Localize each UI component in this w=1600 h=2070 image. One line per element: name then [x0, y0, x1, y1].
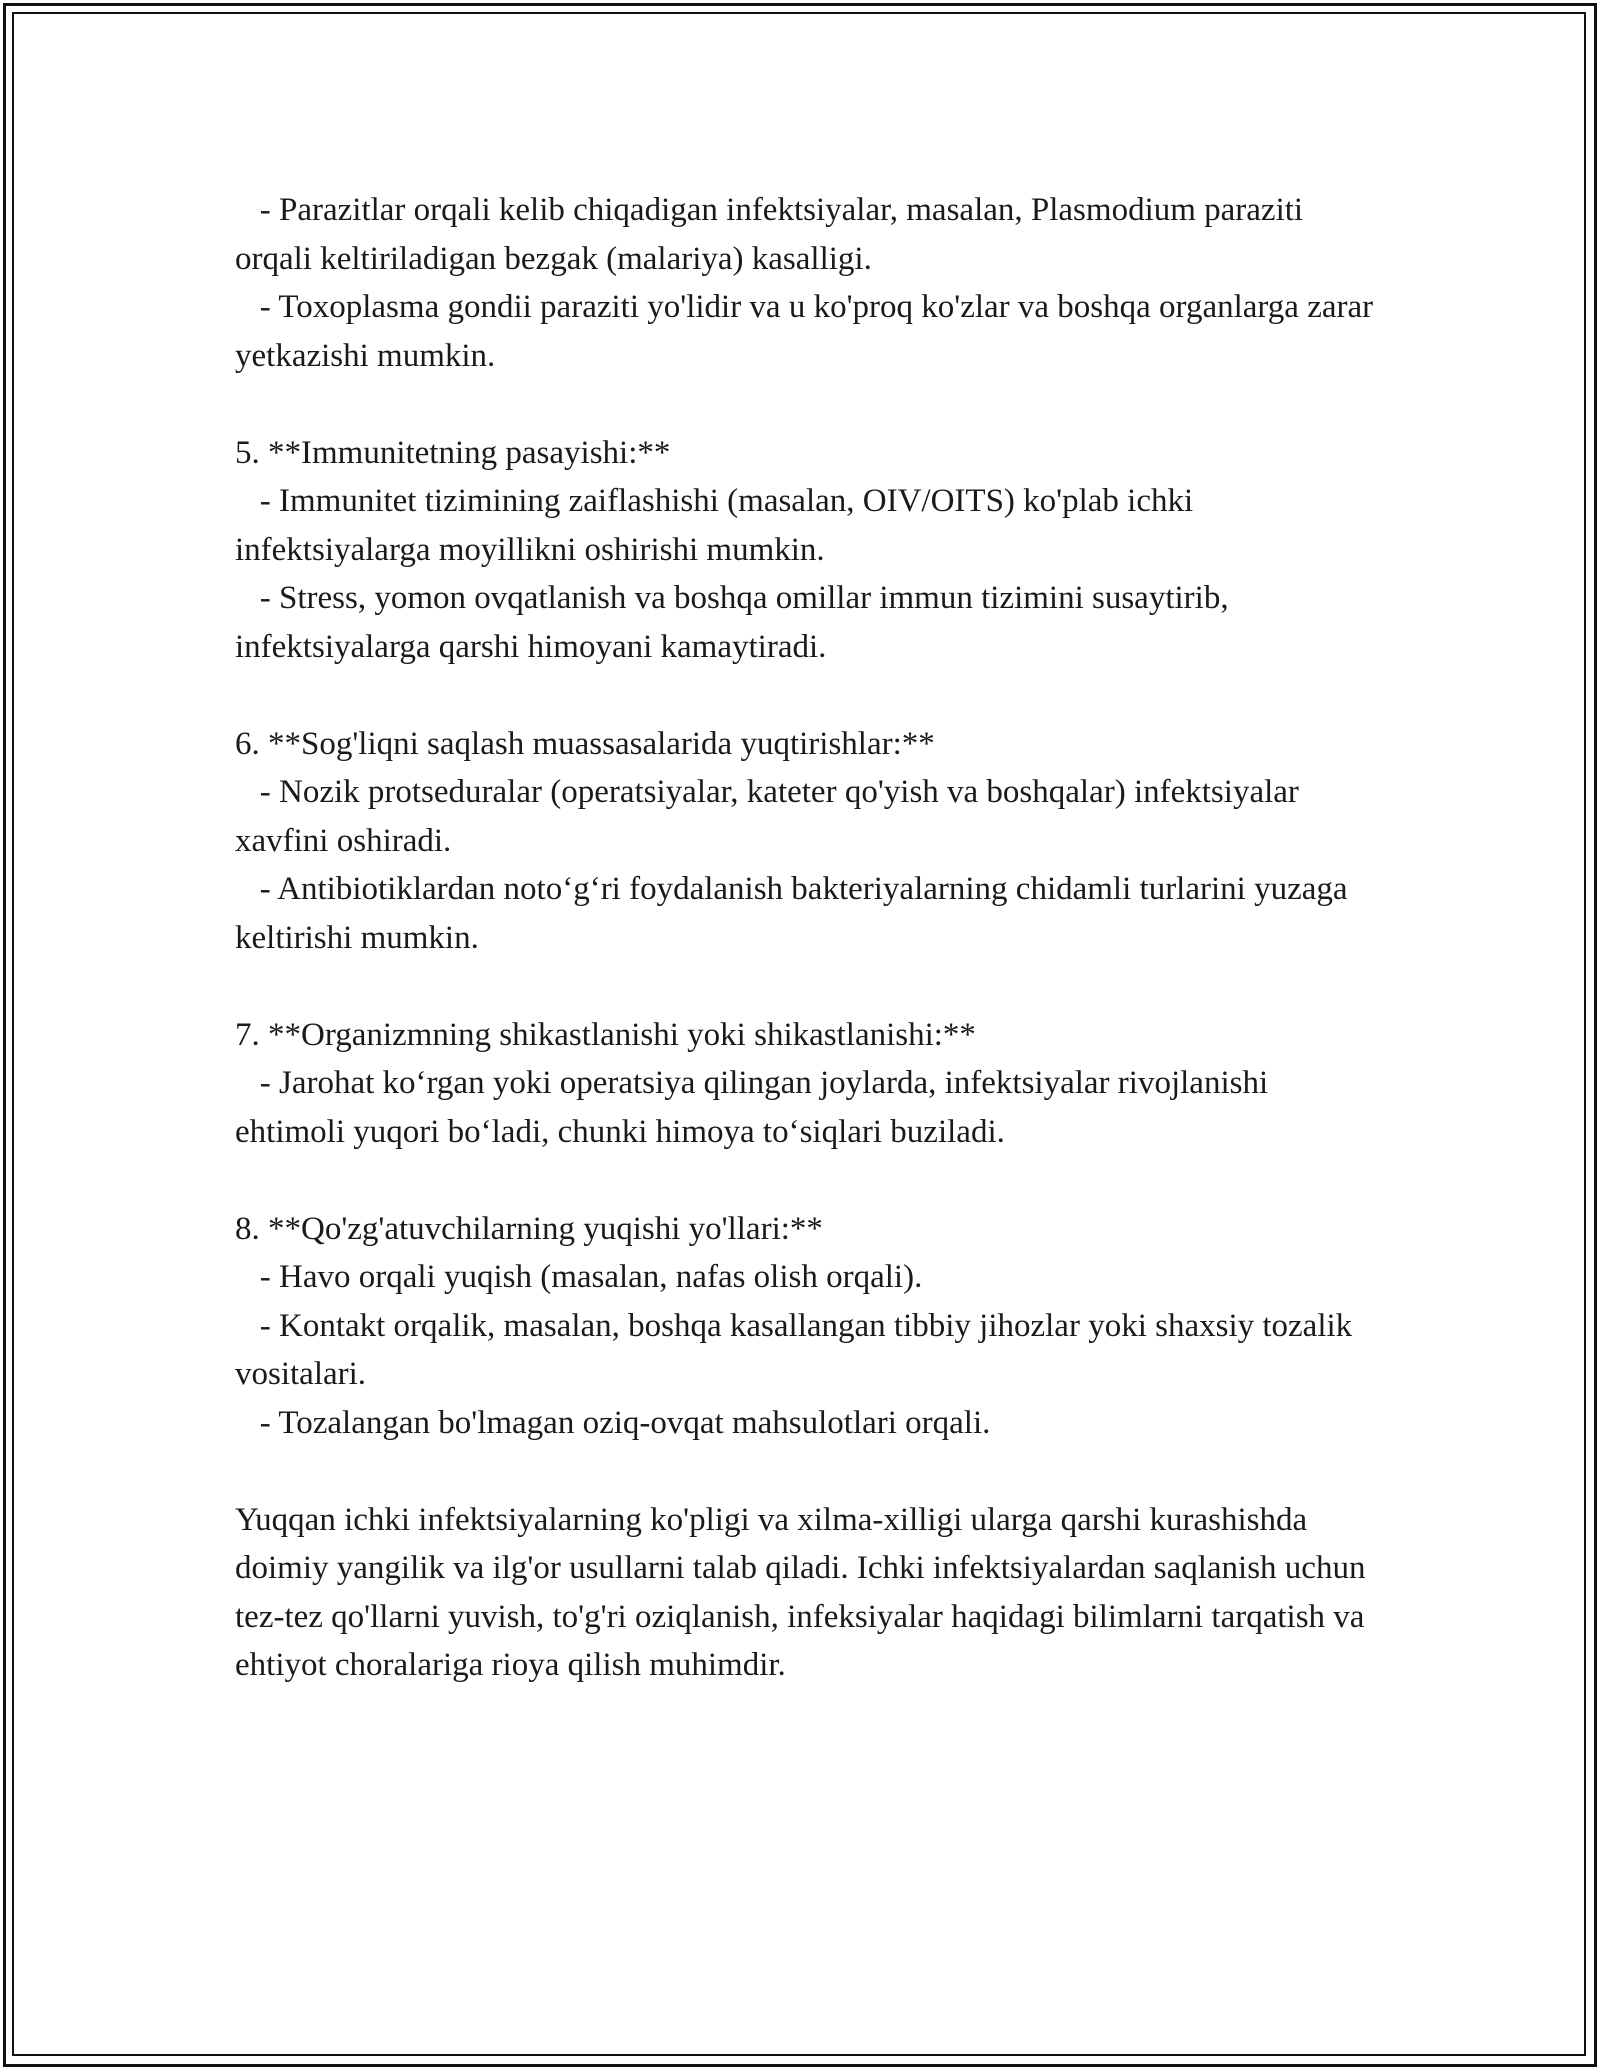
section-8	[235, 1205, 1385, 1448]
spacer	[235, 380, 1385, 429]
list-item: - Immunitet tizimining zaiflashishi (masalan, OIV/OITS) ko'plab ichki infektsiyalarga moyillikni oshirishi mumkin.	[235, 483, 1202, 568]
list-item: - Havo orqali yuqish (masalan, nafas olish orqali).	[235, 1259, 923, 1295]
section-heading: 7. **Organizmning shikastlanishi yoki shikastlanishi:**	[235, 1016, 976, 1053]
list-item: - Antibiotiklardan noto‘g‘ri foydalanish bakteriyalarning chidamli turlarini yuzaga keltirishi mumkin.	[235, 871, 1356, 956]
section-5	[235, 429, 1385, 672]
section-heading: 8. **Qo'zg'atuvchilarning yuqishi yo'llari:**	[235, 1210, 823, 1247]
list-item: - Kontakt orqalik, masalan, boshqa kasallangan tibbiy jihozlar yoki shaxsiy tozalik vositalari.	[235, 1307, 1361, 1392]
list-item: - Parazitlar orqali kelib chiqadigan infektsiyalar, masalan, Plasmodium parazitі orqali keltiriladigan bezgak (malariya) kasalligi.	[235, 192, 1312, 277]
section-7	[235, 1011, 1385, 1157]
spacer	[235, 671, 1385, 720]
section-6	[235, 720, 1385, 963]
list-item: - Stress, yomon ovqatlanish va boshqa omillar immun tizimini susaytirib, infektsiyalarga qarshi himoyani kamaytiradi.	[235, 580, 1237, 665]
list-item: - Jarohat ko‘rgan yoki operatsiya qilingan joylarda, infektsiyalar rivojlanishi ehtimoli yuqori bo‘ladi, chunki himoya to‘siqlari buziladi.	[235, 1065, 1277, 1150]
list-item: - Toxoplasma gondii paraziti yo'lidir va u ko'proq ko'zlar va boshqa organlarga zarar yetkazishi mumkin.	[235, 289, 1382, 374]
parasite-list	[235, 186, 1385, 380]
section-heading: 6. **Sog'liqni saqlash muassasalarida yuqtirishlar:**	[235, 725, 935, 762]
spacer	[235, 1156, 1385, 1205]
list-item: - Nozik protseduralar (operatsiyalar, kateter qo'yish va boshqalar) infektsiyalar xavfini oshiradi.	[235, 774, 1308, 859]
spacer	[235, 962, 1385, 1011]
document-body	[235, 186, 1385, 1690]
section-heading: 5. **Immunitetning pasayishi:**	[235, 434, 671, 471]
conclusion-paragraph: Yuqqan ichki infektsiyalarning ko'pligi va xilma-xilligi ularga qarshi kurashishda doimiy yangilik va ilg'or usullarni talab qiladi. Ichki infektsiyalardan saqlanish uchun tez-tez qo'llarni yuvish, to'g'ri oziqlanish, infeksiyalar haqidagi bilimlarni tarqatish va ehtiyot choralariga rioya qilish muhimdir.	[235, 1501, 1374, 1683]
list-item: - Tozalangan bo'lmagan oziq-ovqat mahsulotlari orqali.	[235, 1404, 991, 1441]
spacer	[235, 1447, 1385, 1496]
